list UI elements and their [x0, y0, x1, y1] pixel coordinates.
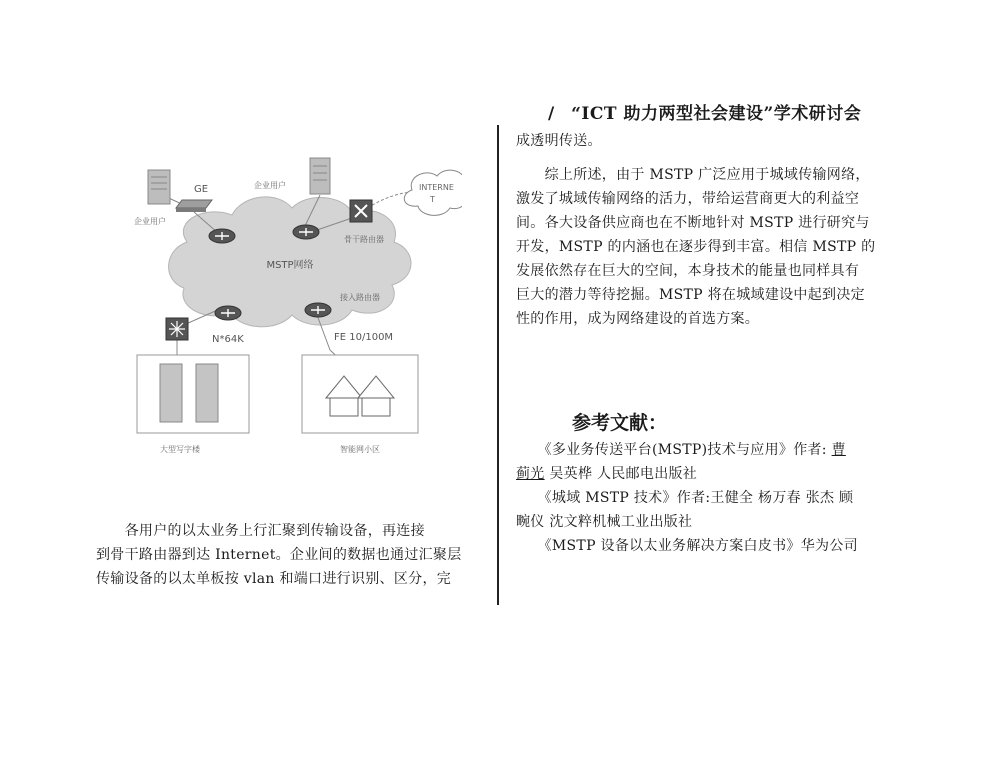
router-left-icon — [209, 229, 235, 243]
left-paragraph — [96, 519, 483, 591]
ge-label: GE — [194, 184, 209, 195]
ge-switch-icon — [176, 200, 212, 212]
network-diagram — [112, 150, 462, 468]
reference-author: 曹 — [831, 442, 846, 458]
enterprise-user-left-label: 企业用户 — [134, 217, 166, 226]
backbone-router-label: 骨干路由器 — [344, 235, 384, 244]
nx64k-label: N*64K — [212, 334, 244, 345]
access-router-icon — [305, 303, 331, 317]
reference-item: 《城域 MSTP 技术》作者:王健全 杨万春 张杰 顾 — [516, 490, 854, 506]
reference-item: 畹仪 沈文粹机械工业出版社 — [516, 514, 693, 530]
cloud-label: MSTP网络 — [266, 260, 314, 271]
router-top-icon — [293, 225, 319, 239]
text-line: 各用户的以太业务上行汇聚到传输设备，再连接 — [96, 523, 425, 539]
references-list — [516, 438, 908, 558]
reference-item — [516, 462, 908, 486]
text-line: 成透明传送。 — [516, 133, 602, 149]
reference-text: 《多业务传送平台(MSTP)技术与应用》作者: — [516, 442, 832, 458]
office-building-label: 大型写字楼 — [160, 445, 200, 454]
text-line: 性的作用，成为网络建设的首选方案。 — [516, 311, 760, 327]
header-slash: / — [548, 104, 555, 124]
text-line: 激发了城域传输网络的活力，带给运营商更大的利益空 — [516, 191, 860, 207]
reference-item: 《MSTP 设备以太业务解决方案白皮书》华为公司 — [516, 538, 858, 554]
building-icon — [160, 364, 182, 422]
backbone-router-icon — [350, 200, 372, 222]
text-line: 间。各大设备供应商也在不断地针对 MSTP 进行研究与 — [516, 215, 870, 231]
internet-cloud-icon — [404, 170, 462, 215]
reference-item — [516, 438, 908, 462]
mstp-network-figure — [112, 150, 462, 468]
internet-label-2: T — [430, 195, 435, 204]
reference-text: 吴英桦 人民邮电出版社 — [544, 466, 698, 482]
text-line: 开发，MSTP 的内涵也在逐步得到丰富。相信 MSTP 的 — [516, 239, 876, 255]
router-bottom-left-icon — [215, 306, 241, 320]
smart-community-label: 智能网小区 — [340, 445, 380, 454]
internet-label-1: INTERNE — [419, 183, 454, 192]
enterprise-user-top-label: 企业用户 — [254, 181, 286, 190]
house-icon — [330, 398, 358, 416]
enterprise-server-left-icon — [148, 170, 170, 204]
fe-label: FE 10/100M — [334, 332, 394, 343]
text-line: 传输设备的以太单板按 vlan 和端口进行识别、区分，完 — [96, 571, 452, 587]
references-title: 参考文献： — [572, 412, 668, 434]
conference-header — [548, 99, 968, 124]
text-line: 到骨干路由器到达 Internet。企业间的数据也通过汇聚层 — [96, 547, 462, 563]
right-paragraph-continuation — [516, 129, 908, 153]
office-buildings-box — [137, 355, 249, 433]
reference-author: 蓟光 — [516, 466, 545, 482]
text-line: 综上所述，由于 MSTP 广泛应用于城域传输网络， — [516, 167, 870, 183]
text-line: 巨大的潜力等待挖掘。MSTP 将在城域建设中起到决定 — [516, 287, 865, 303]
header-title: “ICT 助力两型社会建设”学术研讨会 — [571, 104, 862, 124]
enterprise-server-top-icon — [310, 158, 330, 194]
house-icon — [362, 398, 390, 416]
smart-community-box — [302, 355, 418, 433]
conclusion-paragraph — [516, 163, 908, 331]
text-line: 发展依然存在巨大的空间，本身技术的能量也同样具有 — [516, 263, 860, 279]
n64k-switch-icon — [166, 318, 188, 340]
column-divider — [497, 125, 499, 605]
access-router-label: 接入路由器 — [340, 293, 380, 302]
building-icon — [196, 364, 218, 422]
